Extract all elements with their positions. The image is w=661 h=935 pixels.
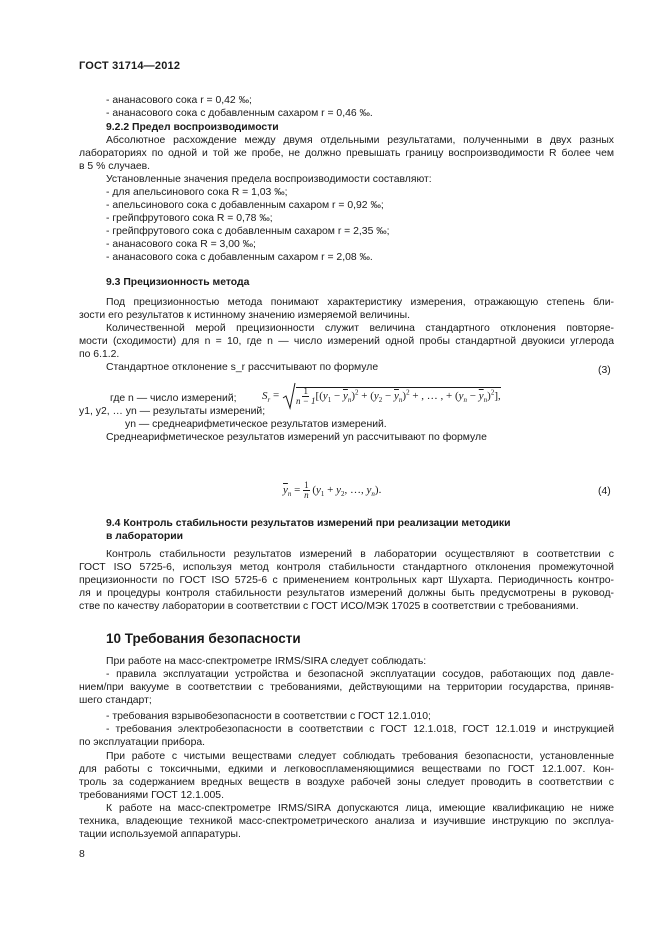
list-item: - правила эксплуатации устройства и безопасной эксплуатации сосудов, работающих под давле-: [106, 669, 614, 680]
paragraph-line: Абсолютное расхождение между двумя отдельными результатами, полученными в двух разных: [106, 135, 614, 146]
formula-3: $S_r$ = $\frac{1}{n - 1}$ [$(y_1 - \overline{y}_n)^2 + (y_2 - \overline{y}_n)^2$ + , … , + $(y_n - \overline{y}_n)^2$],: [262, 382, 501, 410]
paragraph-line: тации используемой аппаратуры.: [79, 829, 241, 840]
section-9-3-title: 9.3 Прецизионность метода: [106, 277, 250, 288]
document-header: ГОСТ 31714—2012: [79, 60, 181, 72]
paragraph-line: ГОСТ ISO 5725-6, используя метод контроля стабильности стандартного отклонения промежуточной: [79, 562, 614, 573]
paragraph-line: лабораториях по одной и той же пробе, не должно превышать границу воспроизводимости R более чем: [79, 148, 614, 159]
paragraph-line: в 5 % случаев.: [79, 161, 151, 172]
list-item: - для апельсинового сока R = 1,03 ‰;: [106, 187, 288, 198]
paragraph-line: Количественной мерой прецизионности служит величина стандартного отклонения повторяе-: [106, 323, 614, 334]
paragraph-line: Стандартное отклонение s_r рассчитывают по формуле: [106, 362, 379, 373]
section-9-4-title: 9.4 Контроль стабильности результатов измерений при реализации методики: [106, 518, 511, 529]
list-item: нием/при вакууме в соответствии с требованиями, действующими на территории государства, приняв-: [79, 682, 614, 693]
paragraph-line: прецизионности по ГОСТ ISO 5725-6 с применением контрольных карт Шухарта. Периодичность контро-: [79, 575, 614, 586]
paragraph-line: мости (сходимости) для n = 10, где n — число измерений одной пробы стандартной двуокиси углерода: [79, 336, 614, 347]
list-item: - грейпфрутового сока с добавленным сахаром r = 2,35 ‰;: [106, 226, 390, 237]
paragraph-line: требованиями ГОСТ 12.1.005.: [79, 790, 224, 801]
formula-4: $\overline{y}_n$ = $\frac{1}{n}$ ($y_1 + y_2$, …, $y_n$).: [283, 480, 382, 500]
list-item: - требования электробезопасности в соответствии с ГОСТ 12.1.018, ГОСТ 12.1.019 и инструкцией: [106, 724, 614, 735]
list-item: - ананасового сока с добавленным сахаром r = 0,46 ‰.: [106, 108, 373, 119]
page-number: 8: [79, 849, 85, 860]
sqrt-sign: [282, 382, 296, 410]
equation-number: (3): [598, 365, 611, 376]
list-item: - ананасового сока R = 3,00 ‰;: [106, 239, 256, 250]
equation-number: (4): [598, 486, 611, 497]
section-10-title: 10 Требования безопасности: [106, 631, 301, 646]
paragraph-line: ля и процедуры контроля стабильности результатов измерений должны быть предусмотрены в руковод-: [79, 588, 614, 599]
paragraph-line: К работе на масс-спектрометре IRMS/SIRA допускаются лица, имеющие квалификацию не ниже: [106, 803, 614, 814]
list-item: - ананасового сока r = 0,42 ‰;: [106, 95, 252, 106]
paragraph-line: При работе с чистыми веществами следует соблюдать требования безопасности, установленные: [106, 751, 614, 762]
paragraph-line: Среднеарифметическое результатов измерений yn рассчитывают по формуле: [106, 432, 487, 443]
definition-line: yn — среднеарифметическое результатов измерений.: [125, 419, 387, 430]
paragraph-line: Контроль стабильности результатов измерений в лаборатории осуществляют в соответствии с: [106, 549, 614, 560]
paragraph-line: троль за содержанием вредных веществ в воздухе рабочей зоны следует проводить в соответствии с: [79, 777, 614, 788]
paragraph-line: При работе на масс-спектрометре IRMS/SIRA следует соблюдать:: [106, 656, 427, 667]
list-item: - грейпфрутового сока R = 0,78 ‰;: [106, 213, 273, 224]
list-item: - требования взрывобезопасности в соответствии с ГОСТ 12.1.010;: [106, 711, 431, 722]
paragraph-line: по 6.1.2.: [79, 349, 120, 360]
paragraph-line: для работы с токсичными, едкими и легковоспламеняющимися веществами по ГОСТ 12.1.007. Кон-: [79, 764, 614, 775]
list-item: - ананасового сока с добавленным сахаром r = 2,08 ‰.: [106, 252, 373, 263]
list-item: шего стандарт;: [79, 695, 152, 706]
section-9-4-title-cont: в лаборатории: [106, 531, 183, 542]
paragraph-line: зости его результатов к истинному значению измеряемой величины.: [79, 310, 410, 321]
paragraph-line: техника, владеющие техникой масс-спектрометрического анализа и изучившие инструкцию по эксплуа-: [79, 816, 614, 827]
where-line: где n — число измерений;: [110, 393, 237, 404]
paragraph-line: Под прецизионностью метода понимают характеристику измерения, отражающую степень бли-: [106, 297, 614, 308]
paragraph-line: Установленные значения предела воспроизводимости составляют:: [106, 174, 432, 185]
list-item: - апельсинового сока с добавленным сахаром r = 0,92 ‰;: [106, 200, 384, 211]
section-9-2-2-title: 9.2.2 Предел воспроизводимости: [106, 122, 279, 133]
definition-line: y1, y2, … yn — результаты измерений;: [79, 406, 266, 417]
list-item: по эксплуатации прибора.: [79, 737, 206, 748]
paragraph-line: стве по качеству лаборатории в соответствии с ГОСТ ИСО/МЭК 17025 в соответствии с требованиями.: [79, 601, 579, 612]
